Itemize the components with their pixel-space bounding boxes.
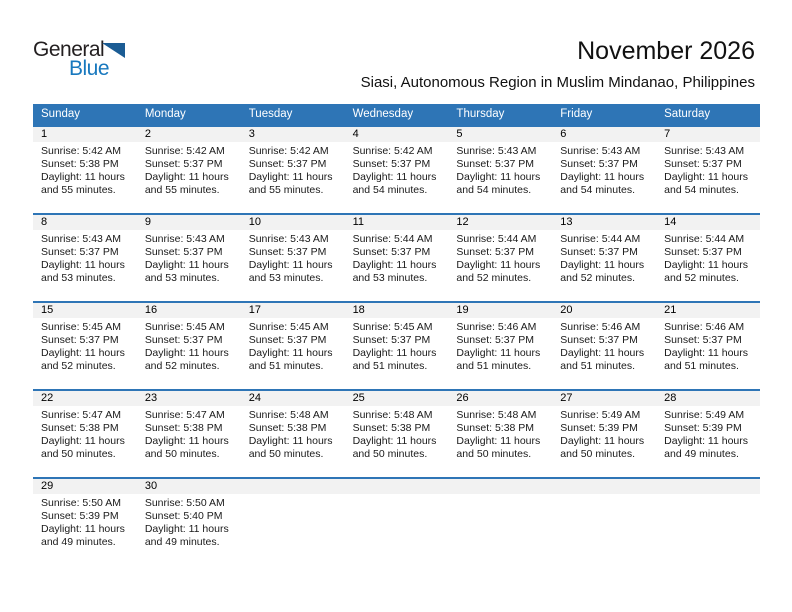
sunset-line: Sunset: 5:40 PM (144, 510, 223, 522)
sunset-line: Sunset: 5:37 PM (352, 334, 431, 346)
sunset-line: Sunset: 5:37 PM (248, 158, 327, 170)
sunset-line: Sunset: 5:37 PM (456, 158, 535, 170)
day-cell (137, 142, 241, 213)
day-number-band (33, 303, 760, 318)
sunset-line: Sunset: 5:37 PM (41, 246, 119, 258)
sunrise-line: Sunrise: 5:45 AM (248, 321, 329, 333)
sunrise-line: Sunrise: 5:42 AM (41, 145, 121, 157)
sunrise-line: Sunrise: 5:43 AM (456, 145, 537, 157)
day-cell (552, 406, 656, 477)
day-cell (448, 406, 552, 477)
sunset-line: Sunset: 5:37 PM (456, 246, 535, 258)
title-block (361, 36, 755, 92)
logo-text-general: General (33, 38, 105, 61)
daylight-line: Daylight: 11 hours and 52 minutes. (664, 259, 748, 284)
day-number: 9 (144, 216, 151, 228)
day-cell (137, 494, 241, 565)
day-cell (33, 318, 137, 389)
sunrise-line: Sunrise: 5:44 AM (456, 233, 537, 245)
day-details-row (33, 406, 760, 477)
day-number: 16 (144, 304, 158, 316)
day-cell (241, 318, 345, 389)
day-number: 15 (41, 304, 54, 316)
day-cell (345, 406, 449, 477)
sunset-line: Sunset: 5:37 PM (352, 158, 431, 170)
sunrise-line: Sunrise: 5:49 AM (664, 409, 745, 421)
day-number-band (33, 479, 760, 494)
sunrise-line: Sunrise: 5:46 AM (456, 321, 537, 333)
sunset-line: Sunset: 5:37 PM (560, 334, 638, 346)
daylight-line: Daylight: 11 hours and 55 minutes. (144, 171, 229, 196)
day-number: 20 (560, 304, 573, 316)
day-number: 7 (664, 128, 671, 140)
day-cell (448, 230, 552, 301)
calendar (33, 104, 760, 565)
sunrise-line: Sunrise: 5:44 AM (560, 233, 641, 245)
sunrise-line: Sunrise: 5:50 AM (144, 497, 225, 509)
sunset-line: Sunset: 5:37 PM (560, 158, 638, 170)
sunset-line: Sunset: 5:37 PM (664, 334, 742, 346)
sunrise-line: Sunrise: 5:50 AM (41, 497, 121, 509)
day-cell (448, 318, 552, 389)
weekday-header-cell: Sunday (41, 108, 81, 120)
day-cell (552, 494, 656, 565)
day-details-row (33, 494, 760, 565)
day-number (552, 479, 656, 494)
day-number: 4 (352, 128, 359, 140)
sunset-line: Sunset: 5:38 PM (248, 422, 327, 434)
weekday-header-cell: Tuesday (248, 108, 293, 120)
daylight-line: Daylight: 11 hours and 51 minutes. (560, 347, 645, 372)
day-number: 19 (456, 304, 469, 316)
day-number: 23 (144, 392, 158, 404)
daylight-line: Daylight: 11 hours and 51 minutes. (456, 347, 541, 372)
daylight-line: Daylight: 11 hours and 50 minutes. (248, 435, 333, 460)
daylight-line: Daylight: 11 hours and 53 minutes. (144, 259, 229, 284)
day-cell (552, 318, 656, 389)
daylight-line: Daylight: 11 hours and 54 minutes. (560, 171, 645, 196)
day-cell (552, 230, 656, 301)
sunset-line: Sunset: 5:37 PM (144, 334, 223, 346)
sunset-line: Sunset: 5:39 PM (560, 422, 638, 434)
sunrise-line: Sunrise: 5:43 AM (248, 233, 329, 245)
sunrise-line: Sunrise: 5:47 AM (144, 409, 225, 421)
sunset-line: Sunset: 5:37 PM (456, 334, 535, 346)
sunrise-line: Sunrise: 5:48 AM (248, 409, 329, 421)
day-number: 18 (352, 304, 365, 316)
calendar-week-row (33, 125, 760, 213)
day-cell (137, 406, 241, 477)
day-number: 1 (41, 128, 48, 140)
day-cell (448, 142, 552, 213)
day-cell (137, 230, 241, 301)
sunset-line: Sunset: 5:37 PM (144, 158, 223, 170)
day-number: 3 (248, 128, 255, 140)
day-number: 24 (248, 392, 261, 404)
sunset-line: Sunset: 5:37 PM (352, 246, 431, 258)
sunrise-line: Sunrise: 5:46 AM (560, 321, 641, 333)
daylight-line: Daylight: 11 hours and 50 minutes. (456, 435, 541, 460)
calendar-week-row (33, 389, 760, 477)
sunset-line: Sunset: 5:37 PM (41, 334, 119, 346)
daylight-line: Daylight: 11 hours and 55 minutes. (248, 171, 333, 196)
day-number: 22 (41, 392, 54, 404)
sunset-line: Sunset: 5:37 PM (664, 158, 742, 170)
day-number: 2 (144, 128, 151, 140)
daylight-line: Daylight: 11 hours and 54 minutes. (352, 171, 437, 196)
daylight-line: Daylight: 11 hours and 54 minutes. (456, 171, 541, 196)
sunrise-line: Sunrise: 5:46 AM (664, 321, 745, 333)
calendar-week-row (33, 213, 760, 301)
day-number: 17 (248, 304, 261, 316)
day-number: 11 (352, 216, 364, 228)
sunset-line: Sunset: 5:38 PM (41, 422, 119, 434)
daylight-line: Daylight: 11 hours and 52 minutes. (560, 259, 645, 284)
daylight-line: Daylight: 11 hours and 51 minutes. (664, 347, 748, 372)
sunset-line: Sunset: 5:38 PM (456, 422, 535, 434)
day-number (241, 479, 345, 494)
day-number: 5 (456, 128, 463, 140)
logo-text-blue: Blue (69, 57, 110, 80)
day-details-row (33, 318, 760, 389)
day-cell (656, 142, 760, 213)
day-number: 27 (560, 392, 573, 404)
logo-triangle-icon (102, 43, 125, 58)
sunrise-line: Sunrise: 5:45 AM (352, 321, 433, 333)
sunrise-line: Sunrise: 5:43 AM (664, 145, 745, 157)
calendar-week-row (33, 301, 760, 389)
sunrise-line: Sunrise: 5:48 AM (352, 409, 433, 421)
sunrise-line: Sunrise: 5:43 AM (41, 233, 121, 245)
daylight-line: Daylight: 11 hours and 52 minutes. (456, 259, 541, 284)
sunset-line: Sunset: 5:38 PM (352, 422, 431, 434)
day-number: 6 (560, 128, 567, 140)
weekday-header-cell: Wednesday (352, 108, 414, 120)
calendar-week-row (33, 477, 760, 565)
sunrise-line: Sunrise: 5:42 AM (144, 145, 225, 157)
sunrise-line: Sunrise: 5:49 AM (560, 409, 641, 421)
day-number-band (33, 127, 760, 142)
daylight-line: Daylight: 11 hours and 52 minutes. (144, 347, 229, 372)
day-number: 13 (560, 216, 573, 228)
sunset-line: Sunset: 5:38 PM (144, 422, 223, 434)
day-cell (656, 230, 760, 301)
daylight-line: Daylight: 11 hours and 54 minutes. (664, 171, 748, 196)
day-cell (241, 230, 345, 301)
daylight-line: Daylight: 11 hours and 53 minutes. (248, 259, 333, 284)
daylight-line: Daylight: 11 hours and 53 minutes. (41, 259, 125, 284)
sunrise-line: Sunrise: 5:43 AM (560, 145, 641, 157)
daylight-line: Daylight: 11 hours and 50 minutes. (352, 435, 437, 460)
day-number: 29 (41, 480, 54, 492)
day-cell (345, 318, 449, 389)
daylight-line: Daylight: 11 hours and 55 minutes. (41, 171, 125, 196)
day-number: 8 (41, 216, 48, 228)
day-details-row (33, 230, 760, 301)
daylight-line: Daylight: 11 hours and 49 minutes. (664, 435, 748, 460)
sunrise-line: Sunrise: 5:45 AM (144, 321, 225, 333)
sunrise-line: Sunrise: 5:43 AM (144, 233, 225, 245)
day-cell (345, 494, 449, 565)
sunset-line: Sunset: 5:39 PM (664, 422, 742, 434)
day-number: 28 (664, 392, 677, 404)
day-cell (33, 230, 137, 301)
calendar-weeks (33, 125, 760, 565)
day-cell (33, 494, 137, 565)
sunset-line: Sunset: 5:37 PM (248, 246, 327, 258)
day-cell (656, 406, 760, 477)
sunset-line: Sunset: 5:39 PM (41, 510, 119, 522)
day-cell (552, 142, 656, 213)
weekday-header-cell: Saturday (664, 108, 711, 120)
sunset-line: Sunset: 5:37 PM (664, 246, 742, 258)
day-cell (137, 318, 241, 389)
day-number: 10 (248, 216, 261, 228)
sunset-line: Sunset: 5:38 PM (41, 158, 119, 170)
day-number: 26 (456, 392, 469, 404)
day-cell (241, 494, 345, 565)
weekday-header-cell: Thursday (456, 108, 505, 120)
sunrise-line: Sunrise: 5:42 AM (248, 145, 329, 157)
sunset-line: Sunset: 5:37 PM (560, 246, 638, 258)
daylight-line: Daylight: 11 hours and 49 minutes. (144, 523, 229, 548)
day-number-band (33, 215, 760, 230)
daylight-line: Daylight: 11 hours and 50 minutes. (41, 435, 125, 460)
day-number: 21 (664, 304, 677, 316)
sunset-line: Sunset: 5:37 PM (144, 246, 223, 258)
day-cell (448, 494, 552, 565)
day-cell (33, 142, 137, 213)
daylight-line: Daylight: 11 hours and 50 minutes. (144, 435, 229, 460)
weekday-header-row (33, 104, 760, 125)
sunrise-line: Sunrise: 5:44 AM (352, 233, 433, 245)
day-number: 25 (352, 392, 365, 404)
day-number-band (33, 391, 760, 406)
day-cell (656, 494, 760, 565)
sunrise-line: Sunrise: 5:48 AM (456, 409, 537, 421)
day-details-row (33, 142, 760, 213)
day-number: 12 (456, 216, 469, 228)
daylight-line: Daylight: 11 hours and 52 minutes. (41, 347, 125, 372)
day-number: 30 (144, 480, 158, 492)
day-number (656, 479, 760, 494)
daylight-line: Daylight: 11 hours and 51 minutes. (352, 347, 437, 372)
logo (33, 38, 133, 84)
day-number: 14 (664, 216, 677, 228)
day-number (345, 479, 449, 494)
day-cell (345, 142, 449, 213)
day-number (448, 479, 552, 494)
daylight-line: Daylight: 11 hours and 53 minutes. (352, 259, 437, 284)
sunrise-line: Sunrise: 5:45 AM (41, 321, 121, 333)
daylight-line: Daylight: 11 hours and 51 minutes. (248, 347, 333, 372)
daylight-line: Daylight: 11 hours and 50 minutes. (560, 435, 645, 460)
day-cell (345, 230, 449, 301)
weekday-header-cell: Friday (560, 108, 593, 120)
daylight-line: Daylight: 11 hours and 49 minutes. (41, 523, 125, 548)
page-title: November 2026 (577, 37, 755, 65)
day-cell (656, 318, 760, 389)
day-cell (33, 406, 137, 477)
sunset-line: Sunset: 5:37 PM (248, 334, 327, 346)
sunrise-line: Sunrise: 5:47 AM (41, 409, 121, 421)
sunrise-line: Sunrise: 5:42 AM (352, 145, 433, 157)
weekday-header-cell: Monday (144, 108, 186, 120)
page-subtitle: Siasi, Autonomous Region in Muslim Mindanao, Philippines (360, 74, 755, 91)
sunrise-line: Sunrise: 5:44 AM (664, 233, 745, 245)
day-cell (241, 406, 345, 477)
day-cell (241, 142, 345, 213)
